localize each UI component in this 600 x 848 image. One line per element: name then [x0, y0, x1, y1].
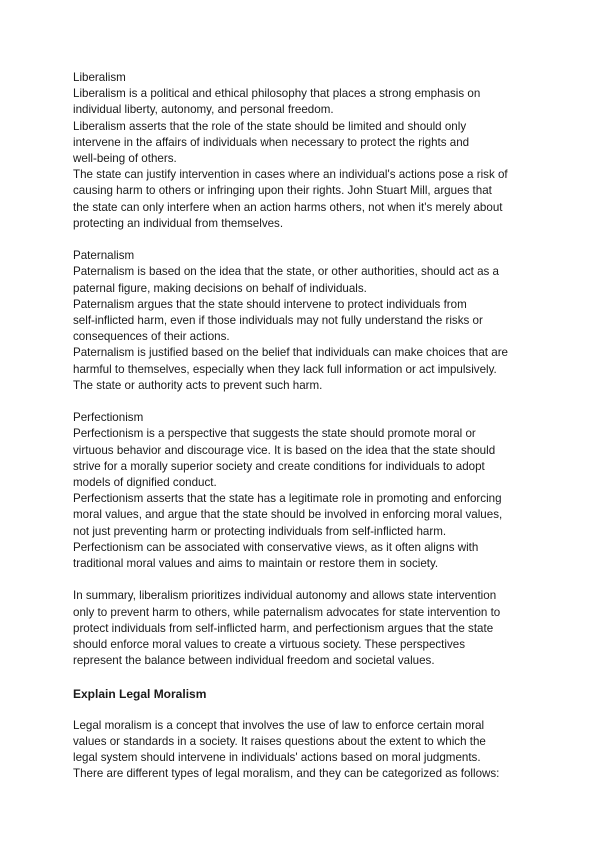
paternalism-section	[73, 248, 533, 394]
text-line: models of dignified conduct.	[73, 476, 217, 490]
text-line: only to prevent harm to others, while paternalism advocates for state intervention to	[73, 605, 501, 619]
text-line: well-being of others.	[73, 152, 177, 166]
text-line: represent the balance between individual freedom and societal values.	[73, 654, 435, 668]
text-line: protecting an individual from themselves.	[73, 216, 284, 230]
text-line: Perfectionism can be associated with conservative views, as it often aligns with	[73, 540, 479, 554]
text-line: Legal moralism is a concept that involves the use of law to enforce certain moral	[73, 718, 485, 732]
text-line: Liberalism is a political and ethical philosophy that places a strong emphasis on	[73, 87, 481, 101]
text-line: traditional moral values and aims to maintain or restore them in society.	[73, 557, 439, 571]
document-page	[73, 70, 533, 783]
text-line: The state or authority acts to prevent such harm.	[73, 378, 323, 392]
text-line: paternal figure, making decisions on behalf of individuals.	[73, 281, 367, 295]
heading-legal-moralism: Explain Legal Moralism	[73, 686, 207, 701]
text-line: not just preventing harm or protecting individuals from self-inflicted harm.	[73, 524, 447, 538]
summary-section	[73, 588, 533, 669]
text-line: intervene in the affairs of individuals when necessary to protect the rights and	[73, 135, 470, 149]
perfectionism-section	[73, 410, 533, 572]
text-line: Perfectionism asserts that the state has a legitimate role in promoting and enforcing	[73, 492, 502, 506]
text-line: Paternalism argues that the state should intervene to protect individuals from	[73, 297, 467, 311]
paragraph-gap	[73, 572, 533, 588]
text-line: strive for a morally superior society and create conditions for individuals to adopt	[73, 459, 485, 473]
text-line: the state can only interfere when an action harms others, not when it's merely about	[73, 200, 503, 214]
paragraph-gap	[73, 702, 533, 718]
text-line: should enforce moral values to create a virtuous society. These perspectives	[73, 638, 466, 652]
text-line: legal system should intervene in individuals' actions based on moral judgments.	[73, 751, 481, 765]
text-line: Paternalism is based on the idea that the state, or other authorities, should act as a	[73, 265, 500, 279]
text-line: causing harm to others or infringing upon their rights. John Stuart Mill, argues that	[73, 184, 492, 198]
text-line: protect individuals from self-inflicted harm, and perfectionism argues that the state	[73, 621, 494, 635]
text-line: Liberalism asserts that the role of the state should be limited and should only	[73, 119, 467, 133]
paragraph-gap	[73, 394, 533, 410]
legal-moralism-section	[73, 718, 533, 783]
section-title-liberalism: Liberalism	[73, 71, 126, 84]
paragraph-gap	[73, 232, 533, 248]
text-line: Perfectionism is a perspective that suggests the state should promote moral or	[73, 427, 476, 441]
text-line: consequences of their actions.	[73, 330, 230, 344]
section-title-paternalism: Paternalism	[73, 249, 135, 263]
text-line: harmful to themselves, especially when they lack full information or act impulsively.	[73, 362, 497, 376]
text-line: The state can justify intervention in cases where an individual's actions pose a risk of	[73, 168, 508, 182]
liberalism-section	[73, 70, 533, 232]
text-line: self-inflicted harm, even if those individuals may not fully understand the risks or	[73, 314, 483, 328]
paragraph-gap	[73, 669, 533, 685]
text-line: In summary, liberalism prioritizes individual autonomy and allows state intervention	[73, 589, 497, 603]
text-line: virtuous behavior and discourage vice. It is based on the idea that the state should	[73, 443, 496, 457]
text-line: values or standards in a society. It raises questions about the extent to which the	[73, 735, 486, 749]
text-line: Paternalism is justified based on the belief that individuals can make choices that are	[73, 346, 509, 360]
text-line: moral values, and argue that the state should be involved in enforcing moral values,	[73, 508, 503, 522]
text-line: There are different types of legal moralism, and they can be categorized as follows:	[73, 767, 500, 781]
section-title-perfectionism: Perfectionism	[73, 411, 144, 425]
text-line: individual liberty, autonomy, and personal freedom.	[73, 103, 334, 117]
